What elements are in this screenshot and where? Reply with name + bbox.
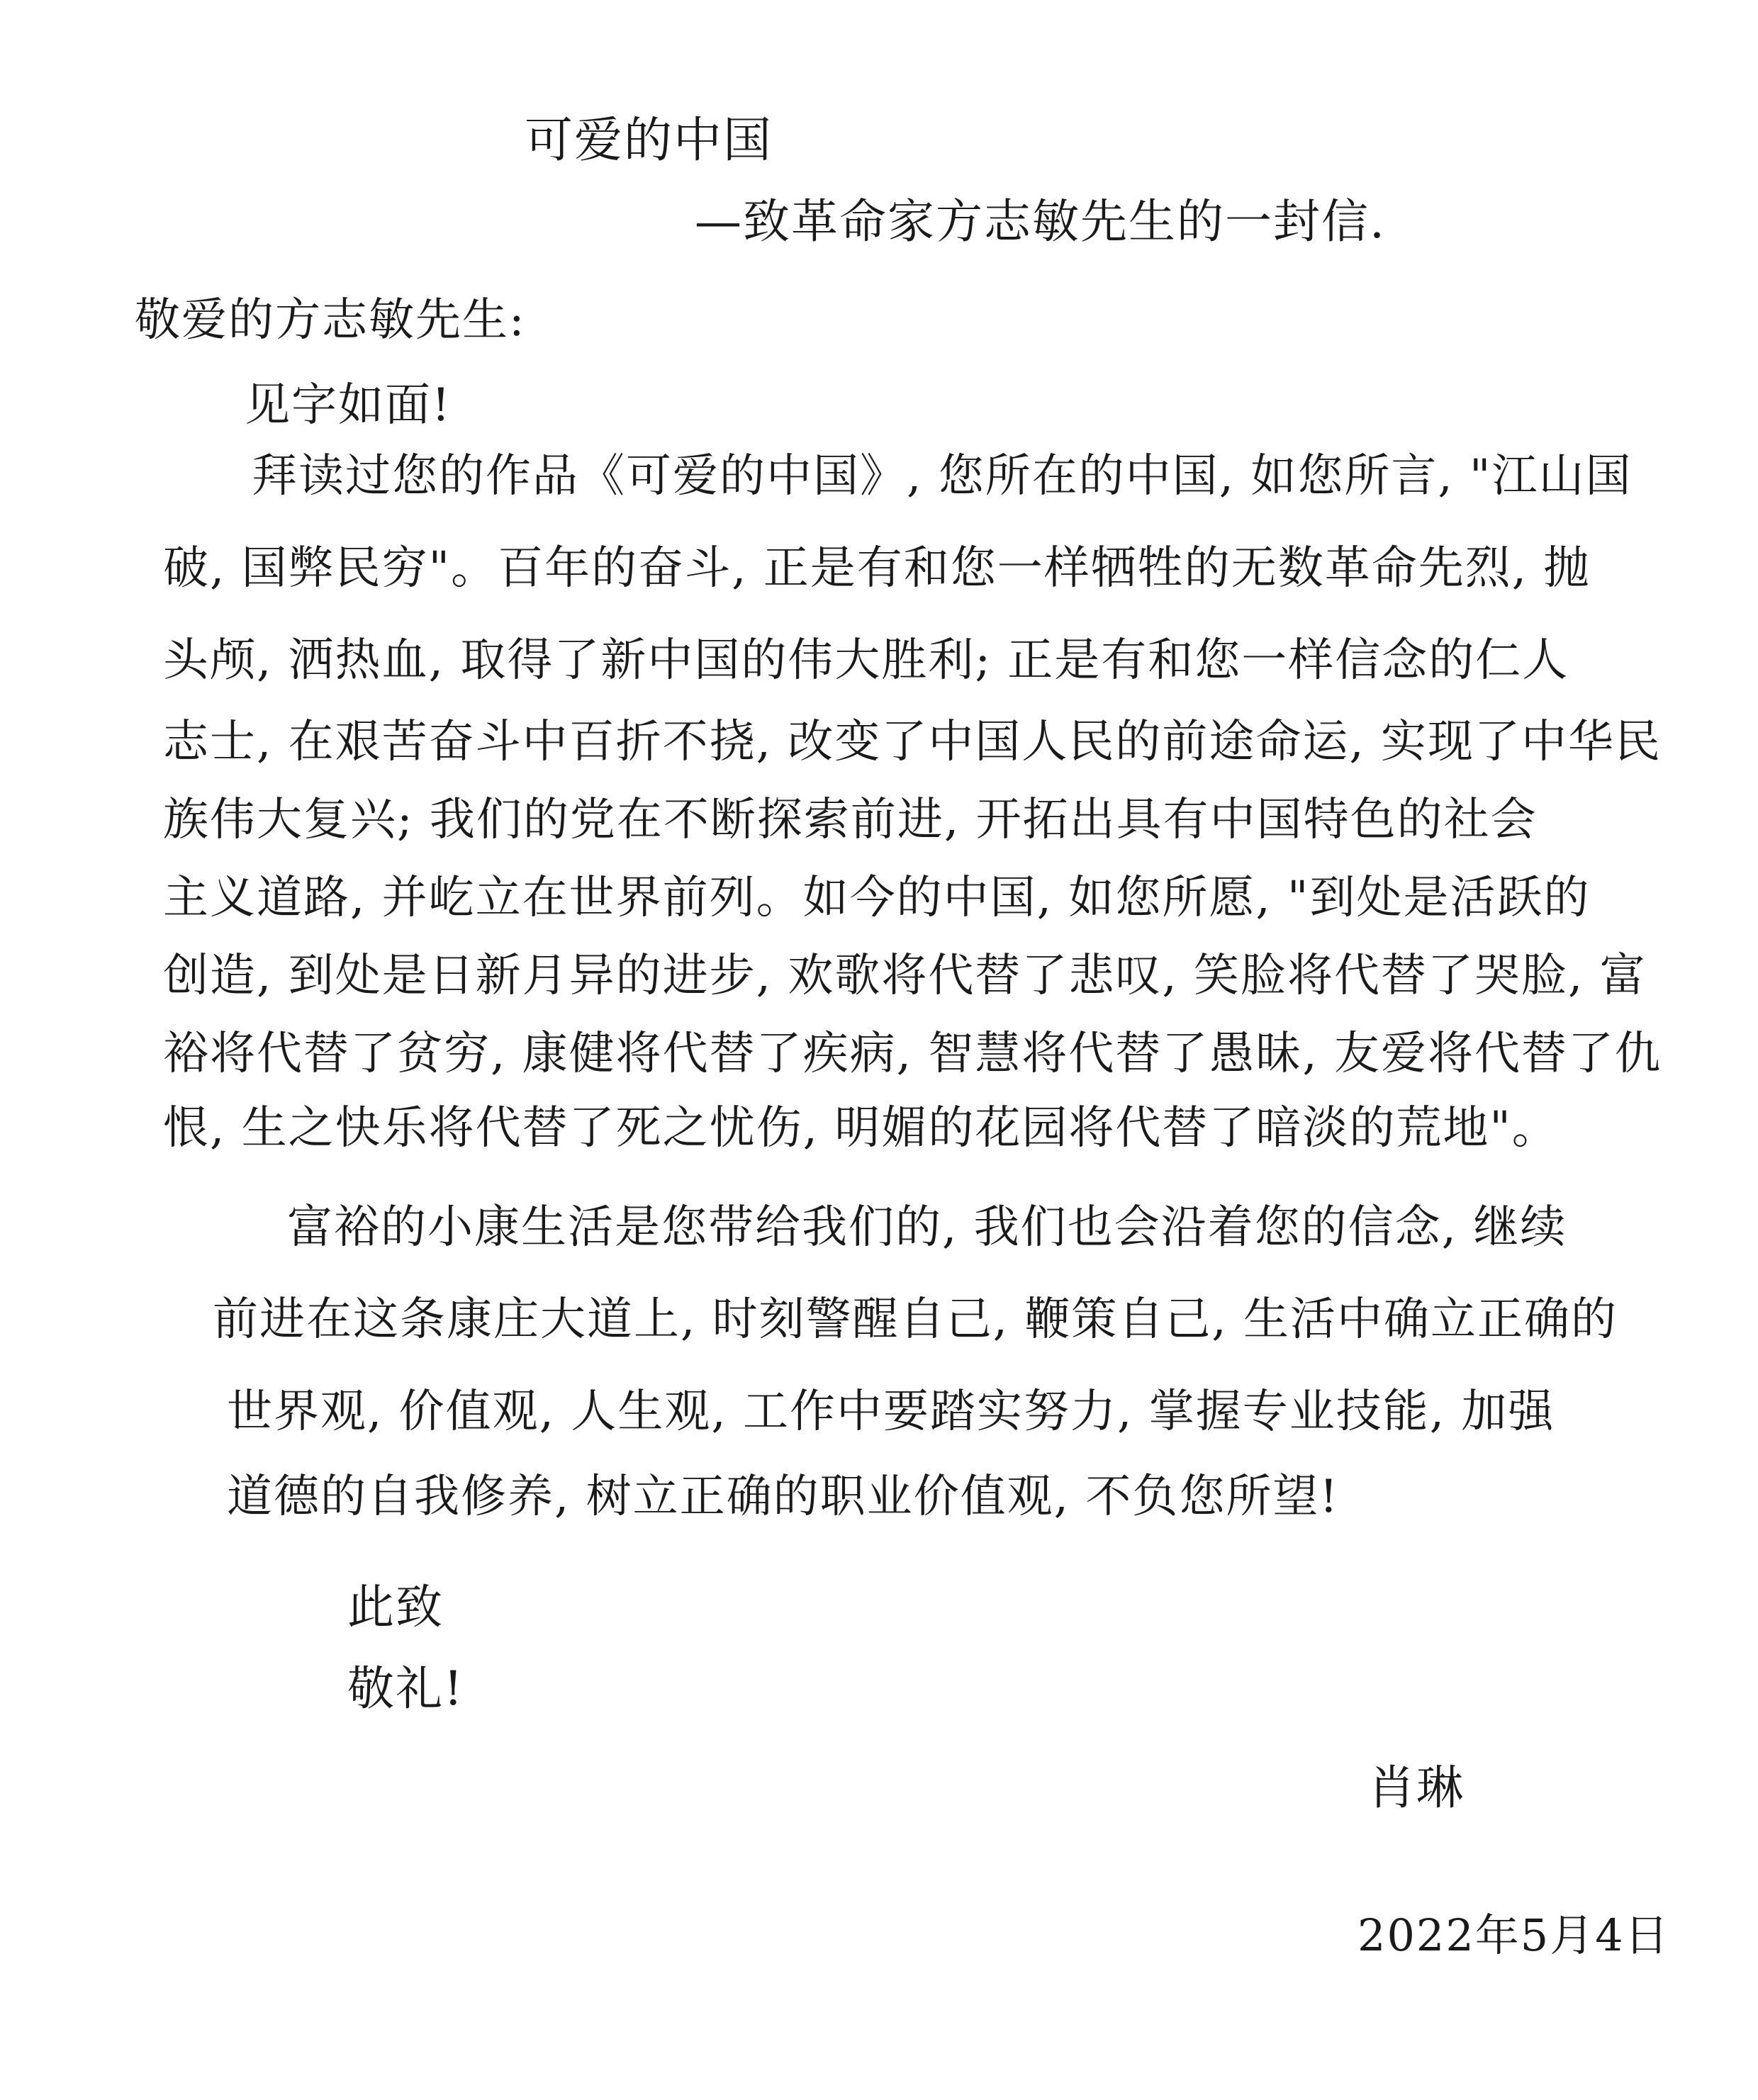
paragraph1-line: 裕将代替了贫穷, 康健将代替了疾病, 智慧将代替了愚昧, 友爱将代替了仇	[163, 1028, 1662, 1080]
paragraph1-line: 破, 国弊民穷"。百年的奋斗, 正是有和您一样牺牲的无数革命先烈, 抛	[163, 542, 1591, 595]
paragraph1-line: 恨, 生之快乐将代替了死之忧伤, 明媚的花园将代替了暗淡的荒地"。	[163, 1102, 1559, 1155]
closing-line-1: 此致	[347, 1580, 444, 1634]
paragraph2-line: 富裕的小康生活是您带给我们的, 我们也会沿着您的信念, 继续	[287, 1201, 1567, 1254]
paragraph1-line: 拜读过您的作品《可爱的中国》, 您所在的中国, 如您所言, "江山国	[252, 450, 1633, 502]
signature: 肖琳	[1368, 1761, 1465, 1815]
salutation: 敬爱的方志敏先生:	[135, 294, 526, 347]
paragraph1-line: 主义道路, 并屹立在世界前列。如今的中国, 如您所愿, "到处是活跃的	[163, 872, 1591, 924]
closing-line-2: 敬礼!	[347, 1661, 464, 1716]
date: 2022年5月4日	[1357, 1909, 1670, 1961]
paragraph2-line: 世界观, 价值观, 人生观, 工作中要踏实努力, 掌握专业技能, 加强	[227, 1386, 1555, 1438]
greeting: 见字如面!	[245, 379, 452, 432]
paragraph1-line: 创造, 到处是日新月异的进步, 欢歌将代替了悲叹, 笑脸将代替了哭脸, 富	[163, 950, 1647, 1002]
paragraph2-line: 前进在这条康庄大道上, 时刻警醒自己, 鞭策自己, 生活中确立正确的	[213, 1293, 1618, 1346]
letter-title: 可爱的中国	[525, 113, 773, 169]
paragraph1-line: 志士, 在艰苦奋斗中百折不挠, 改变了中国人民的前途命运, 实现了中华民	[163, 716, 1662, 768]
paragraph1-line: 头颅, 洒热血, 取得了新中国的伟大胜利; 正是有和您一样信念的仁人	[163, 634, 1569, 687]
letter-subtitle: —致革命家方志敏先生的一封信.	[695, 194, 1386, 249]
paragraph2-line: 道德的自我修养, 树立正确的职业价值观, 不负您所望!	[227, 1471, 1340, 1523]
paragraph1-line: 族伟大复兴; 我们的党在不断探索前进, 开拓出具有中国特色的社会	[163, 794, 1538, 846]
